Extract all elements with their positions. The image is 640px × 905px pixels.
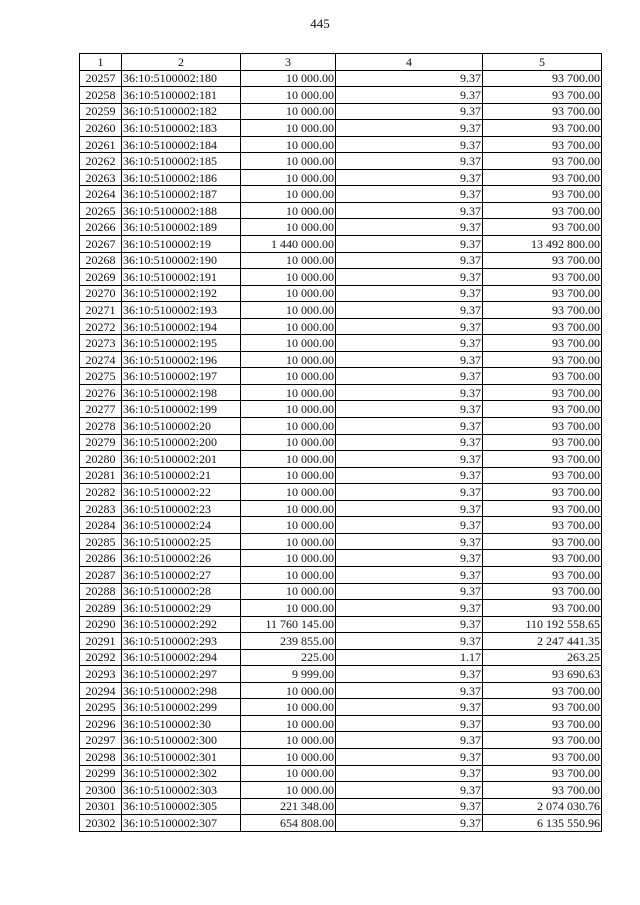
cadastral-number-cell: 36:10:5100002:19 xyxy=(122,236,241,253)
row-number-cell: 20275 xyxy=(80,368,122,385)
value-cell: 93 700.00 xyxy=(483,715,602,732)
area-cell: 10 000.00 xyxy=(241,765,336,782)
cadastral-number-cell: 36:10:5100002:300 xyxy=(122,732,241,749)
area-cell: 10 000.00 xyxy=(241,467,336,484)
area-cell: 10 000.00 xyxy=(241,533,336,550)
cadastral-number-cell: 36:10:5100002:185 xyxy=(122,153,241,170)
row-number-cell: 20260 xyxy=(80,120,122,137)
row-number-cell: 20288 xyxy=(80,583,122,600)
area-cell: 10 000.00 xyxy=(241,782,336,799)
table-row xyxy=(80,798,602,815)
table-row xyxy=(80,103,602,120)
row-number-cell: 20279 xyxy=(80,434,122,451)
value-cell: 93 700.00 xyxy=(483,351,602,368)
value-cell: 93 700.00 xyxy=(483,219,602,236)
land-registry-table xyxy=(79,53,602,832)
cadastral-number-cell: 36:10:5100002:186 xyxy=(122,169,241,186)
rate-cell: 9.37 xyxy=(336,252,483,269)
value-cell: 93 700.00 xyxy=(483,467,602,484)
row-number-cell: 20258 xyxy=(80,87,122,104)
value-cell: 93 700.00 xyxy=(483,517,602,534)
column-header-1: 1 xyxy=(80,54,122,71)
value-cell: 93 700.00 xyxy=(483,153,602,170)
area-cell: 10 000.00 xyxy=(241,715,336,732)
cadastral-number-cell: 36:10:5100002:292 xyxy=(122,616,241,633)
cadastral-number-cell: 36:10:5100002:188 xyxy=(122,202,241,219)
value-cell: 93 700.00 xyxy=(483,70,602,87)
cadastral-number-cell: 36:10:5100002:190 xyxy=(122,252,241,269)
row-number-cell: 20278 xyxy=(80,418,122,435)
table-row xyxy=(80,136,602,153)
row-number-cell: 20272 xyxy=(80,318,122,335)
table-row xyxy=(80,500,602,517)
rate-cell: 9.37 xyxy=(336,616,483,633)
table-row xyxy=(80,616,602,633)
value-cell: 93 700.00 xyxy=(483,136,602,153)
area-cell: 10 000.00 xyxy=(241,136,336,153)
cadastral-number-cell: 36:10:5100002:180 xyxy=(122,70,241,87)
table-header-row xyxy=(80,54,602,71)
row-number-cell: 20267 xyxy=(80,236,122,253)
value-cell: 93 700.00 xyxy=(483,699,602,716)
table-row xyxy=(80,682,602,699)
cadastral-number-cell: 36:10:5100002:198 xyxy=(122,384,241,401)
area-cell: 10 000.00 xyxy=(241,103,336,120)
cadastral-number-cell: 36:10:5100002:191 xyxy=(122,269,241,286)
column-header-3: 3 xyxy=(241,54,336,71)
rate-cell: 9.37 xyxy=(336,715,483,732)
rate-cell: 9.37 xyxy=(336,600,483,617)
page-number: 445 xyxy=(310,16,330,31)
cadastral-number-cell: 36:10:5100002:294 xyxy=(122,649,241,666)
cadastral-number-cell: 36:10:5100002:28 xyxy=(122,583,241,600)
area-cell: 10 000.00 xyxy=(241,484,336,501)
table-row xyxy=(80,236,602,253)
cadastral-number-cell: 36:10:5100002:184 xyxy=(122,136,241,153)
area-cell: 9 999.00 xyxy=(241,666,336,683)
rate-cell: 9.37 xyxy=(336,87,483,104)
table-body xyxy=(80,54,602,832)
row-number-cell: 20274 xyxy=(80,351,122,368)
rate-cell: 9.37 xyxy=(336,583,483,600)
table-row xyxy=(80,418,602,435)
rate-cell: 9.37 xyxy=(336,384,483,401)
area-cell: 10 000.00 xyxy=(241,732,336,749)
table-row xyxy=(80,153,602,170)
value-cell: 93 700.00 xyxy=(483,202,602,219)
table-row xyxy=(80,169,602,186)
area-cell: 10 000.00 xyxy=(241,252,336,269)
area-cell: 10 000.00 xyxy=(241,384,336,401)
table-row xyxy=(80,368,602,385)
row-number-cell: 20269 xyxy=(80,269,122,286)
row-number-cell: 20292 xyxy=(80,649,122,666)
row-number-cell: 20257 xyxy=(80,70,122,87)
value-cell: 93 700.00 xyxy=(483,682,602,699)
value-cell: 93 700.00 xyxy=(483,418,602,435)
cadastral-number-cell: 36:10:5100002:299 xyxy=(122,699,241,716)
area-cell: 10 000.00 xyxy=(241,699,336,716)
table-row xyxy=(80,120,602,137)
rate-cell: 9.37 xyxy=(336,798,483,815)
row-number-cell: 20290 xyxy=(80,616,122,633)
area-cell: 10 000.00 xyxy=(241,451,336,468)
rate-cell: 9.37 xyxy=(336,136,483,153)
rate-cell: 9.37 xyxy=(336,748,483,765)
area-cell: 10 000.00 xyxy=(241,153,336,170)
rate-cell: 9.37 xyxy=(336,351,483,368)
row-number-cell: 20297 xyxy=(80,732,122,749)
area-cell: 10 000.00 xyxy=(241,434,336,451)
area-cell: 10 000.00 xyxy=(241,500,336,517)
row-number-cell: 20301 xyxy=(80,798,122,815)
cadastral-number-cell: 36:10:5100002:201 xyxy=(122,451,241,468)
cadastral-number-cell: 36:10:5100002:181 xyxy=(122,87,241,104)
value-cell: 93 700.00 xyxy=(483,103,602,120)
value-cell: 93 700.00 xyxy=(483,434,602,451)
rate-cell: 9.37 xyxy=(336,451,483,468)
table-row xyxy=(80,533,602,550)
table-row xyxy=(80,335,602,352)
rate-cell: 9.37 xyxy=(336,699,483,716)
row-number-cell: 20293 xyxy=(80,666,122,683)
row-number-cell: 20280 xyxy=(80,451,122,468)
area-cell: 10 000.00 xyxy=(241,368,336,385)
table-row xyxy=(80,434,602,451)
rate-cell: 9.37 xyxy=(336,418,483,435)
value-cell: 2 074 030.76 xyxy=(483,798,602,815)
table-row xyxy=(80,384,602,401)
cadastral-number-cell: 36:10:5100002:193 xyxy=(122,302,241,319)
cadastral-number-cell: 36:10:5100002:192 xyxy=(122,285,241,302)
value-cell: 93 700.00 xyxy=(483,566,602,583)
value-cell: 2 247 441.35 xyxy=(483,633,602,650)
value-cell: 93 700.00 xyxy=(483,302,602,319)
value-cell: 263.25 xyxy=(483,649,602,666)
table-row xyxy=(80,202,602,219)
table-row xyxy=(80,517,602,534)
rate-cell: 9.37 xyxy=(336,765,483,782)
row-number-cell: 20276 xyxy=(80,384,122,401)
cadastral-number-cell: 36:10:5100002:195 xyxy=(122,335,241,352)
table-row xyxy=(80,583,602,600)
table-row xyxy=(80,269,602,286)
cadastral-number-cell: 36:10:5100002:29 xyxy=(122,600,241,617)
rate-cell: 9.37 xyxy=(336,318,483,335)
rate-cell: 9.37 xyxy=(336,103,483,120)
rate-cell: 9.37 xyxy=(336,566,483,583)
table-row xyxy=(80,285,602,302)
table-row xyxy=(80,467,602,484)
area-cell: 10 000.00 xyxy=(241,70,336,87)
rate-cell: 9.37 xyxy=(336,533,483,550)
rate-cell: 9.37 xyxy=(336,186,483,203)
table-row xyxy=(80,87,602,104)
table-row xyxy=(80,219,602,236)
value-cell: 93 700.00 xyxy=(483,285,602,302)
rate-cell: 9.37 xyxy=(336,484,483,501)
table-row xyxy=(80,401,602,418)
cadastral-number-cell: 36:10:5100002:293 xyxy=(122,633,241,650)
cadastral-number-cell: 36:10:5100002:182 xyxy=(122,103,241,120)
value-cell: 93 700.00 xyxy=(483,169,602,186)
value-cell: 93 700.00 xyxy=(483,782,602,799)
row-number-cell: 20263 xyxy=(80,169,122,186)
table-row xyxy=(80,451,602,468)
value-cell: 93 700.00 xyxy=(483,318,602,335)
table-row xyxy=(80,815,602,832)
row-number-cell: 20271 xyxy=(80,302,122,319)
row-number-cell: 20284 xyxy=(80,517,122,534)
cadastral-number-cell: 36:10:5100002:307 xyxy=(122,815,241,832)
value-cell: 93 700.00 xyxy=(483,384,602,401)
area-cell: 225.00 xyxy=(241,649,336,666)
column-header-4: 4 xyxy=(336,54,483,71)
cadastral-number-cell: 36:10:5100002:189 xyxy=(122,219,241,236)
value-cell: 6 135 550.96 xyxy=(483,815,602,832)
rate-cell: 9.37 xyxy=(336,500,483,517)
cadastral-number-cell: 36:10:5100002:22 xyxy=(122,484,241,501)
table-row xyxy=(80,765,602,782)
row-number-cell: 20277 xyxy=(80,401,122,418)
column-header-5: 5 xyxy=(483,54,602,71)
table-row xyxy=(80,782,602,799)
row-number-cell: 20266 xyxy=(80,219,122,236)
rate-cell: 9.37 xyxy=(336,401,483,418)
rate-cell: 9.37 xyxy=(336,550,483,567)
rate-cell: 9.37 xyxy=(336,169,483,186)
cadastral-number-cell: 36:10:5100002:199 xyxy=(122,401,241,418)
cadastral-number-cell: 36:10:5100002:298 xyxy=(122,682,241,699)
table-row xyxy=(80,186,602,203)
row-number-cell: 20285 xyxy=(80,533,122,550)
table-row xyxy=(80,566,602,583)
rate-cell: 9.37 xyxy=(336,335,483,352)
rate-cell: 9.37 xyxy=(336,467,483,484)
value-cell: 93 700.00 xyxy=(483,269,602,286)
rate-cell: 9.37 xyxy=(336,633,483,650)
row-number-cell: 20302 xyxy=(80,815,122,832)
row-number-cell: 20291 xyxy=(80,633,122,650)
cadastral-number-cell: 36:10:5100002:24 xyxy=(122,517,241,534)
value-cell: 93 700.00 xyxy=(483,748,602,765)
value-cell: 93 700.00 xyxy=(483,600,602,617)
area-cell: 10 000.00 xyxy=(241,748,336,765)
row-number-cell: 20281 xyxy=(80,467,122,484)
rate-cell: 9.37 xyxy=(336,219,483,236)
cadastral-number-cell: 36:10:5100002:200 xyxy=(122,434,241,451)
area-cell: 10 000.00 xyxy=(241,600,336,617)
area-cell: 10 000.00 xyxy=(241,219,336,236)
value-cell: 93 700.00 xyxy=(483,533,602,550)
row-number-cell: 20298 xyxy=(80,748,122,765)
value-cell: 93 700.00 xyxy=(483,451,602,468)
rate-cell: 9.37 xyxy=(336,666,483,683)
area-cell: 10 000.00 xyxy=(241,351,336,368)
row-number-cell: 20270 xyxy=(80,285,122,302)
area-cell: 10 000.00 xyxy=(241,186,336,203)
rate-cell: 9.37 xyxy=(336,302,483,319)
area-cell: 11 760 145.00 xyxy=(241,616,336,633)
row-number-cell: 20289 xyxy=(80,600,122,617)
cadastral-number-cell: 36:10:5100002:20 xyxy=(122,418,241,435)
table-row xyxy=(80,351,602,368)
cadastral-number-cell: 36:10:5100002:183 xyxy=(122,120,241,137)
area-cell: 10 000.00 xyxy=(241,401,336,418)
value-cell: 93 700.00 xyxy=(483,500,602,517)
row-number-cell: 20295 xyxy=(80,699,122,716)
rate-cell: 9.37 xyxy=(336,120,483,137)
area-cell: 221 348.00 xyxy=(241,798,336,815)
rate-cell: 9.37 xyxy=(336,732,483,749)
area-cell: 1 440 000.00 xyxy=(241,236,336,253)
table-row xyxy=(80,649,602,666)
cadastral-number-cell: 36:10:5100002:25 xyxy=(122,533,241,550)
cadastral-number-cell: 36:10:5100002:196 xyxy=(122,351,241,368)
row-number-cell: 20259 xyxy=(80,103,122,120)
value-cell: 93 700.00 xyxy=(483,186,602,203)
value-cell: 93 700.00 xyxy=(483,765,602,782)
row-number-cell: 20268 xyxy=(80,252,122,269)
area-cell: 239 855.00 xyxy=(241,633,336,650)
area-cell: 10 000.00 xyxy=(241,682,336,699)
row-number-cell: 20262 xyxy=(80,153,122,170)
cadastral-number-cell: 36:10:5100002:26 xyxy=(122,550,241,567)
table-row xyxy=(80,633,602,650)
area-cell: 10 000.00 xyxy=(241,120,336,137)
area-cell: 10 000.00 xyxy=(241,202,336,219)
row-number-cell: 20261 xyxy=(80,136,122,153)
rate-cell: 9.37 xyxy=(336,202,483,219)
area-cell: 654 808.00 xyxy=(241,815,336,832)
area-cell: 10 000.00 xyxy=(241,550,336,567)
rate-cell: 9.37 xyxy=(336,782,483,799)
value-cell: 13 492 800.00 xyxy=(483,236,602,253)
value-cell: 110 192 558.65 xyxy=(483,616,602,633)
table-row xyxy=(80,484,602,501)
row-number-cell: 20273 xyxy=(80,335,122,352)
row-number-cell: 20287 xyxy=(80,566,122,583)
table-row xyxy=(80,302,602,319)
rate-cell: 9.37 xyxy=(336,434,483,451)
rate-cell: 9.37 xyxy=(336,269,483,286)
cadastral-number-cell: 36:10:5100002:27 xyxy=(122,566,241,583)
row-number-cell: 20265 xyxy=(80,202,122,219)
value-cell: 93 700.00 xyxy=(483,120,602,137)
cadastral-number-cell: 36:10:5100002:302 xyxy=(122,765,241,782)
table-row xyxy=(80,70,602,87)
row-number-cell: 20282 xyxy=(80,484,122,501)
cadastral-number-cell: 36:10:5100002:30 xyxy=(122,715,241,732)
row-number-cell: 20286 xyxy=(80,550,122,567)
area-cell: 10 000.00 xyxy=(241,318,336,335)
table-row xyxy=(80,666,602,683)
area-cell: 10 000.00 xyxy=(241,87,336,104)
cadastral-number-cell: 36:10:5100002:301 xyxy=(122,748,241,765)
value-cell: 93 700.00 xyxy=(483,550,602,567)
value-cell: 93 690.63 xyxy=(483,666,602,683)
value-cell: 93 700.00 xyxy=(483,87,602,104)
value-cell: 93 700.00 xyxy=(483,583,602,600)
table-row xyxy=(80,550,602,567)
area-cell: 10 000.00 xyxy=(241,302,336,319)
area-cell: 10 000.00 xyxy=(241,335,336,352)
area-cell: 10 000.00 xyxy=(241,418,336,435)
table-row xyxy=(80,699,602,716)
cadastral-number-cell: 36:10:5100002:297 xyxy=(122,666,241,683)
cadastral-number-cell: 36:10:5100002:23 xyxy=(122,500,241,517)
cadastral-number-cell: 36:10:5100002:303 xyxy=(122,782,241,799)
row-number-cell: 20300 xyxy=(80,782,122,799)
rate-cell: 9.37 xyxy=(336,517,483,534)
row-number-cell: 20294 xyxy=(80,682,122,699)
cadastral-number-cell: 36:10:5100002:197 xyxy=(122,368,241,385)
table-row xyxy=(80,600,602,617)
table-row xyxy=(80,318,602,335)
cadastral-number-cell: 36:10:5100002:187 xyxy=(122,186,241,203)
rate-cell: 9.37 xyxy=(336,285,483,302)
column-header-2: 2 xyxy=(122,54,241,71)
rate-cell: 9.37 xyxy=(336,815,483,832)
area-cell: 10 000.00 xyxy=(241,269,336,286)
table-row xyxy=(80,252,602,269)
table-row xyxy=(80,732,602,749)
row-number-cell: 20283 xyxy=(80,500,122,517)
area-cell: 10 000.00 xyxy=(241,566,336,583)
rate-cell: 9.37 xyxy=(336,70,483,87)
value-cell: 93 700.00 xyxy=(483,252,602,269)
rate-cell: 1.17 xyxy=(336,649,483,666)
cadastral-number-cell: 36:10:5100002:21 xyxy=(122,467,241,484)
area-cell: 10 000.00 xyxy=(241,583,336,600)
area-cell: 10 000.00 xyxy=(241,285,336,302)
area-cell: 10 000.00 xyxy=(241,517,336,534)
cadastral-number-cell: 36:10:5100002:194 xyxy=(122,318,241,335)
row-number-cell: 20299 xyxy=(80,765,122,782)
table-row xyxy=(80,748,602,765)
value-cell: 93 700.00 xyxy=(483,484,602,501)
rate-cell: 9.37 xyxy=(336,682,483,699)
row-number-cell: 20296 xyxy=(80,715,122,732)
cadastral-number-cell: 36:10:5100002:305 xyxy=(122,798,241,815)
row-number-cell: 20264 xyxy=(80,186,122,203)
value-cell: 93 700.00 xyxy=(483,401,602,418)
area-cell: 10 000.00 xyxy=(241,169,336,186)
rate-cell: 9.37 xyxy=(336,236,483,253)
rate-cell: 9.37 xyxy=(336,368,483,385)
table-row xyxy=(80,715,602,732)
value-cell: 93 700.00 xyxy=(483,368,602,385)
value-cell: 93 700.00 xyxy=(483,732,602,749)
rate-cell: 9.37 xyxy=(336,153,483,170)
value-cell: 93 700.00 xyxy=(483,335,602,352)
